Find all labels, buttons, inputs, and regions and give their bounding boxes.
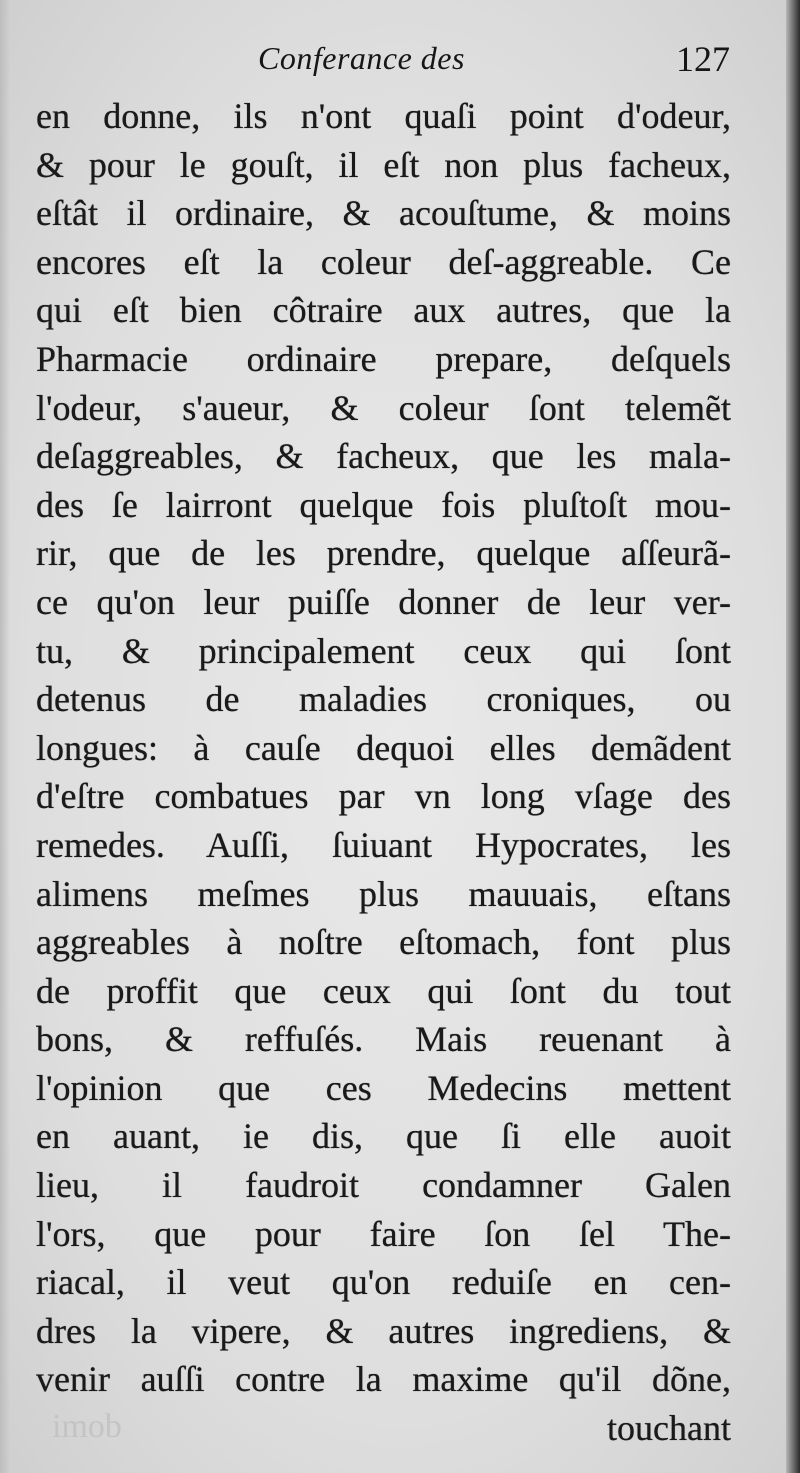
show-through-text: imob bbox=[52, 1408, 122, 1445]
text-line: l'opinion que ces Medecins mettent bbox=[36, 1067, 731, 1108]
text-line: riacal, il veut qu'on reduiſe en cen- bbox=[36, 1262, 731, 1303]
text-line: des ſe lairront quelque fois pluſtoſt mou- bbox=[36, 484, 731, 525]
text-line: l'ors, que pour faire ſon ſel The- bbox=[36, 1213, 731, 1254]
text-line: aggreables à noſtre eſtomach, font plus bbox=[36, 922, 731, 963]
text-line: ce qu'on leur puiſſe donner de leur ver- bbox=[36, 581, 731, 622]
text-line: venir auſſi contre la maxime qu'il dõne, bbox=[36, 1359, 731, 1400]
catchword: touchant bbox=[607, 1408, 731, 1449]
text-line: lieu, il faudroit condamner Galen bbox=[36, 1165, 731, 1206]
text-line: de proffit que ceux qui ſont du tout bbox=[36, 970, 731, 1011]
text-line: Pharmacie ordinaire prepare, deſquels bbox=[36, 338, 731, 379]
text-line: en donne, ils n'ont quaſi point d'odeur, bbox=[36, 96, 731, 136]
text-line: alimens meſmes plus mauuais, eſtans bbox=[36, 873, 731, 914]
text-line: bons, & reffuſés. Mais reuenant à bbox=[36, 1019, 731, 1060]
text-line: & pour le gouſt, il eſt non plus facheux, bbox=[36, 144, 731, 185]
text-line: d'eſtre combatues par vn long vſage des bbox=[36, 776, 731, 817]
page-number: 127 bbox=[676, 39, 730, 79]
text-line: encores eſt la coleur deſ-aggreable. Ce bbox=[36, 241, 731, 282]
text-line: l'odeur, s'aueur, & coleur ſont telemẽt bbox=[36, 387, 731, 428]
text-line: tu, & principalement ceux qui ſont bbox=[36, 630, 731, 671]
text-line: deſaggreables, & facheux, que les mala- bbox=[36, 436, 731, 477]
text-line: en auant, ie dis, que ſi elle auoit bbox=[36, 1116, 731, 1157]
running-head: Conferance des bbox=[258, 40, 465, 76]
text-line: detenus de maladies croniques, ou bbox=[36, 679, 731, 720]
text-line: eſtât il ordinaire, & acouſtume, & moins bbox=[36, 193, 731, 234]
text-line: dres la vipere, & autres ingrediens, & bbox=[36, 1310, 731, 1351]
page-header bbox=[36, 38, 730, 84]
text-line: rir, que de les prendre, quelque aſſeurã- bbox=[36, 533, 731, 574]
text-line: remedes. Auſſi, ſuiuant Hypocrates, les bbox=[36, 824, 731, 865]
page-right-edge-shadow bbox=[786, 0, 800, 1473]
page-left-edge bbox=[0, 0, 10, 1473]
text-line: qui eſt bien côtraire aux autres, que la bbox=[36, 290, 731, 331]
text-line: longues: à cauſe dequoi elles demãdent bbox=[36, 727, 731, 768]
body-text bbox=[36, 92, 731, 1453]
